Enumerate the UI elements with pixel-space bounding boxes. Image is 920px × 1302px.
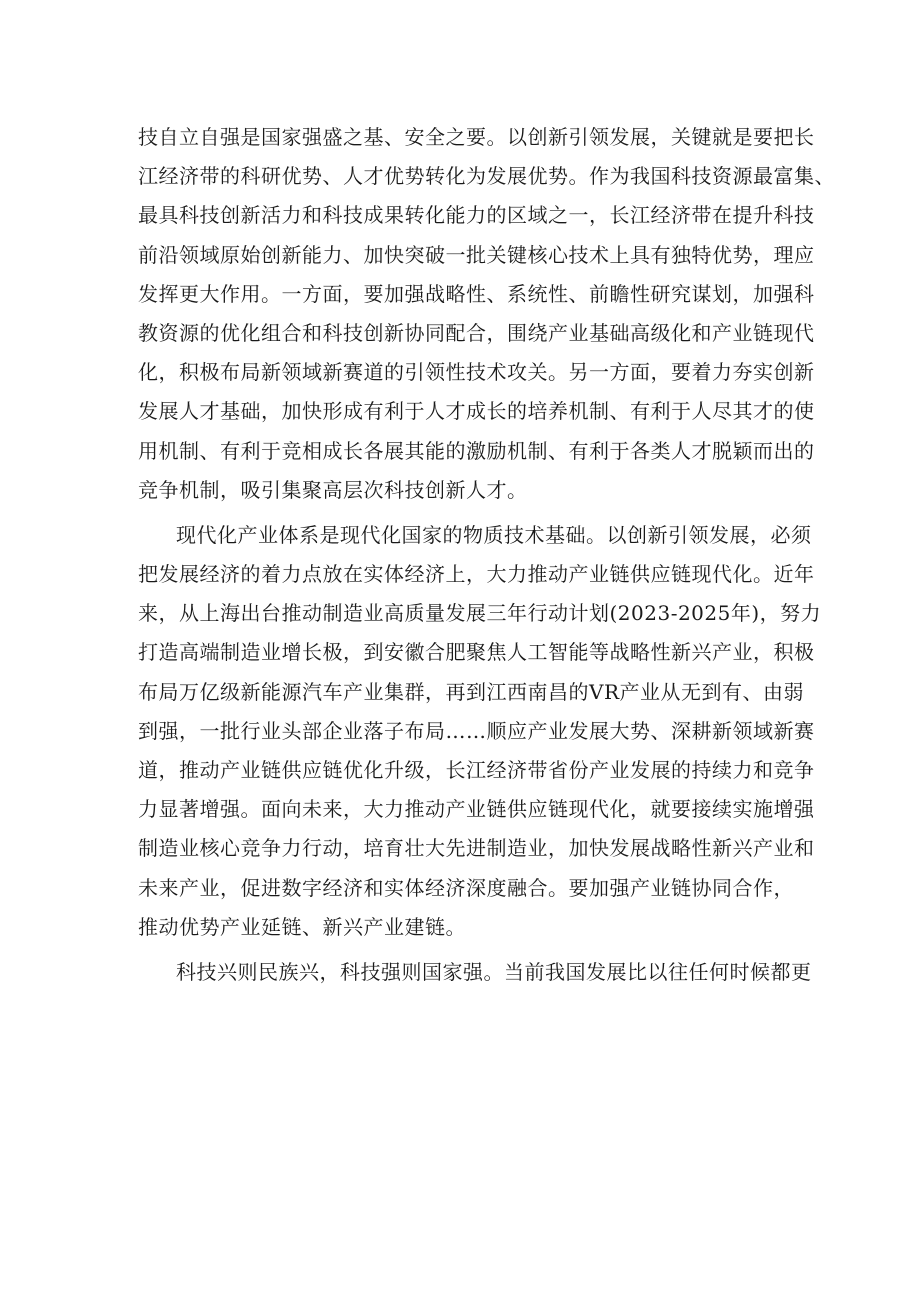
text-line: 发展人才基础，加快形成有利于人才成长的培养机制、有利于人尽其才的使 [138, 399, 815, 424]
text-line: 制造业核心竞争力行动，培育壮大先进制造业，加快发展战略性新兴产业和 [138, 836, 815, 861]
text-line: 布局万亿级新能源汽车产业集群，再到江西南昌的VR产业从无到有、由弱 [138, 679, 805, 704]
text-line: 把发展经济的着力点放在实体经济上，大力推动产业链供应链现代化。近年 [138, 562, 815, 587]
paragraph [138, 953, 812, 992]
paragraph [138, 516, 822, 947]
text-line: 道，推动产业链供应链优化升级，长江经济带省份产业发展的持续力和竞争 [138, 758, 815, 782]
text-line: 推动优势产业延链、新兴产业建链。 [138, 914, 466, 939]
text-line: 前沿领域原始创新能力、加快突破一批关键核心技术上具有独特优势，理应 [138, 242, 815, 267]
text-line: 最具科技创新活力和科技成果转化能力的区域之一，长江经济带在提升科技 [138, 203, 815, 228]
text-line: 现代化产业体系是现代化国家的物质技术基础。以创新引领发展，必须 [176, 522, 812, 547]
text-line: 技自立自强是国家强盛之基、安全之要。以创新引领发展，关键就是要把长 [138, 125, 815, 149]
text-line: 用机制、有利于竞相成长各展其能的激励机制、有利于各类人才脱颖而出的 [138, 438, 815, 463]
text-line: 打造高端制造业增长极，到安徽合肥聚焦人工智能等战略性新兴产业，积极 [138, 640, 815, 665]
text-line: 教资源的优化组合和科技创新协同配合，围绕产业基础高级化和产业链现代 [138, 320, 815, 345]
document-body [138, 118, 835, 992]
text-line: 科技兴则民族兴，科技强则国家强。当前我国发展比以往任何时候都更 [176, 959, 812, 984]
text-line: 未来产业，促进数字经济和实体经济深度融合。要加强产业链协同合作， [138, 875, 794, 900]
text-line: 化，积极布局新领域新赛道的引领性技术攻关。另一方面，要着力夯实创新 [138, 360, 815, 385]
paragraph [138, 118, 835, 510]
text-line: 竞争机制，吸引集聚高层次科技创新人才。 [138, 477, 528, 502]
text-line: 来，从上海出台推动制造业高质量发展三年行动计划(2023-2025年)，努力 [138, 601, 822, 626]
text-line: 力显著增强。面向未来，大力推动产业链供应链现代化，就要接续实施增强 [138, 797, 815, 822]
text-line: 到强，一批行业头部企业落子布局……顺应产业发展大势、深耕新领域新赛 [138, 718, 815, 743]
text-line: 江经济带的科研优势、人才优势转化为发展优势。作为我国科技资源最富集、 [138, 164, 835, 189]
text-line: 发挥更大作用。一方面，要加强战略性、系统性、前瞻性研究谋划，加强科 [138, 281, 815, 306]
